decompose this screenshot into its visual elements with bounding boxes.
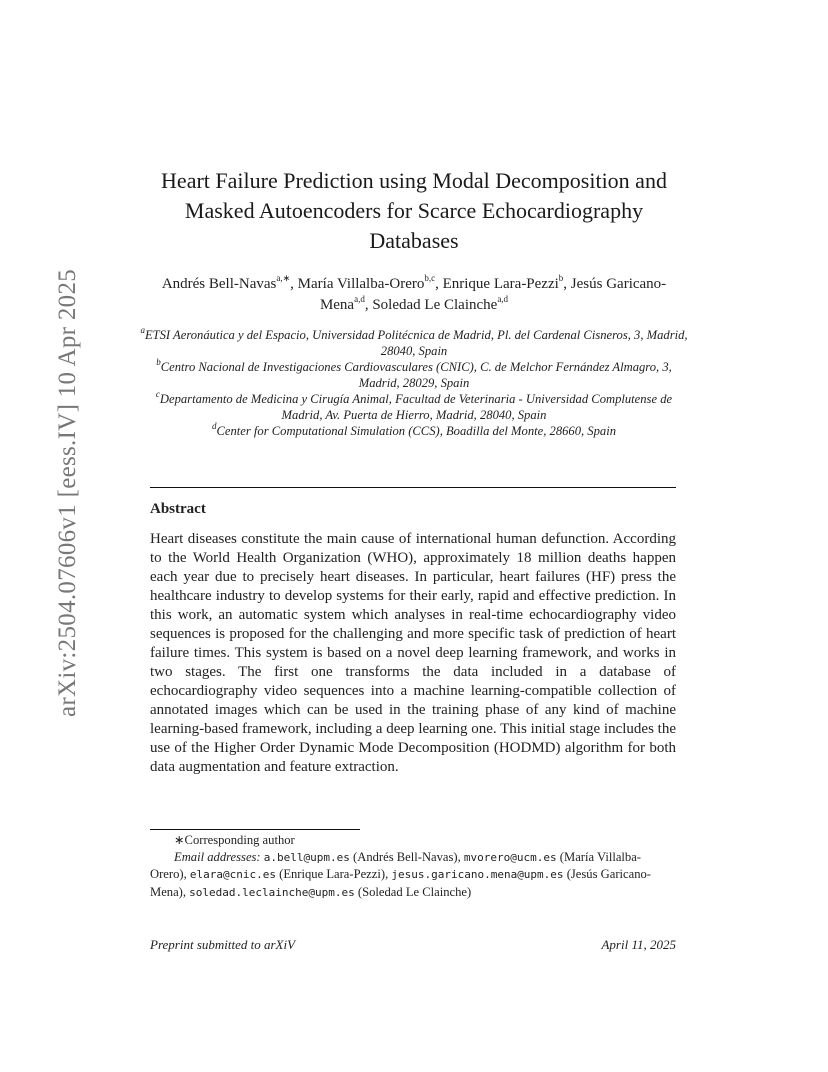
affiliation-list <box>140 324 688 439</box>
author: Andrés Bell-Navas$^{a,∗}$, <box>161 273 298 292</box>
abstract-body: Heart diseases constitute the main cause of international human defunction. According to the World Health Organization (WHO), approximately 18 million deaths happen each year due to precisely heart diseases. In particular, heart failures (HF) press the healthcare industry to develop systems for their early, rapid and effective prediction. In this work, an automatic system which analyses in real-time echocardiography video sequences is proposed for the challenging and more specific task of prediction of heart failure times. This system is based on a novel deep learning framework, and works in two stages. The first one transforms the data included in a database of echocardiography video sequences into a machine learning-compatible collection of annotated images which can be used in the training phase of any kind of machine learning-based framework, including a deep learning one. This initial stage includes the use of the Higher Order Dynamic Mode Decomposition (HODMD) algorithm for both data augmentation and feature extraction. <box>150 531 676 775</box>
footer-date: April 11, 2025 <box>601 937 676 952</box>
author: Soledad Le Clainche$^{a,d}$ <box>372 294 509 313</box>
footnote-rule <box>150 829 360 830</box>
paper-title: Heart Failure Prediction using Modal Decomposition and Masked Autoencoders for Scarce Echocardiography Databases <box>161 168 667 253</box>
author: María Villalba-Orero$^{b,c}$, <box>297 273 443 292</box>
email-link[interactable]: elara@cnic.es <box>189 868 276 881</box>
affiliation: $^a$ETSI Aeronáutica y del Espacio, Universidad Politécnica de Madrid, Pl. del Cardenal Cisneros, 3, Madrid, 28040, Spain <box>140 324 688 358</box>
email-link[interactable]: soledad.leclainche@upm.es <box>189 885 355 899</box>
abstract-top-rule <box>150 487 676 488</box>
affiliation: $^b$Centro Nacional de Investigaciones Cardiovasculares (CNIC), C. de Melchor Fernández Almagro, 3, Madrid, 28029, Spain <box>156 356 672 390</box>
footer-preprint-note: Preprint submitted to arXiV <box>150 937 296 952</box>
email-link[interactable]: mvorero@ucm.es <box>463 850 557 864</box>
author: Jesús Garicano-Mena$^{a,d}$, <box>319 276 667 313</box>
email-link[interactable]: jesus.garicano.mena@upm.es <box>391 868 564 881</box>
footnotes <box>150 832 676 901</box>
email-link[interactable]: a.bell@upm.es <box>263 850 350 864</box>
affiliation: $^d$Center for Computational Simulation (CCS), Boadilla del Monte, 28660, Spain <box>212 420 616 438</box>
affiliation: $^c$Departamento de Medicina y Cirugía Animal, Facultad de Veterinaria - Universidad Complutense de Madrid, Av. Puerta de Hierro, Madrid, 28040, Spain <box>155 388 673 422</box>
author-list <box>140 274 688 316</box>
arxiv-identifier: arXiv:2504.07606v1 [eess.IV] 10 Apr 2025 <box>54 268 81 717</box>
corresponding-author-note: ∗Corresponding author <box>174 833 295 847</box>
abstract-heading: Abstract <box>150 501 206 517</box>
author: Enrique Lara-Pezzi$^b$, <box>442 273 571 292</box>
email-addresses: Email addresses: a.bell@upm.es (Andrés Bell-Navas), mvorero@ucm.es (María Villalba-Orero), elara@cnic.es (Enrique Lara-Pezzi), jesus.garicano.mena@upm.es (Jesús Garicano-Mena), soledad.leclainche@upm.es (Soledad Le Clainche) <box>150 849 651 899</box>
